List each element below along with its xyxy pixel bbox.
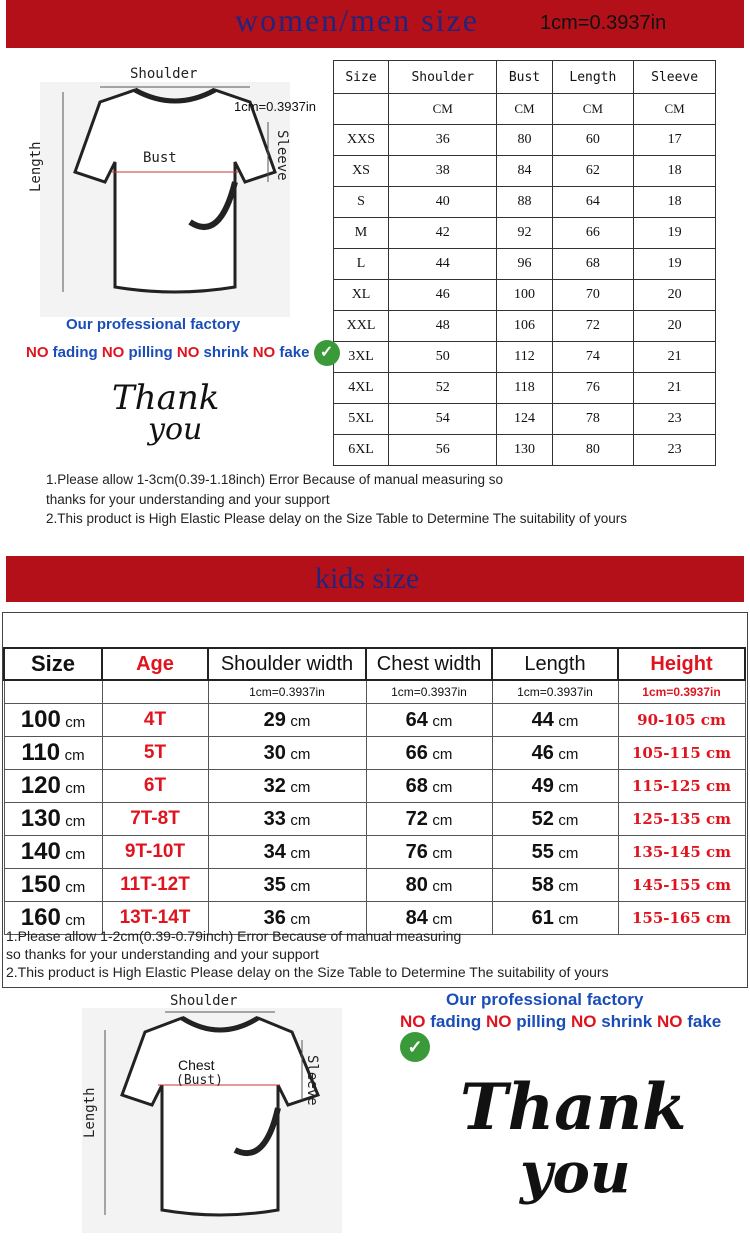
- kids-size-cell-value: 100: [20, 706, 61, 733]
- adult-factory-title: Our professional factory: [66, 316, 241, 333]
- adult-header-size: Size: [334, 61, 389, 94]
- adult-cell: 66: [552, 218, 634, 249]
- kids-chest-cell: [366, 803, 492, 836]
- kids-shoulder-cell-unit: cm: [290, 712, 311, 730]
- kids-height-cell: [618, 836, 745, 869]
- adult-cell: 64: [552, 187, 634, 218]
- kids-unit-shoulder: 1cm=0.3937in: [208, 680, 366, 704]
- kids-chest-cell-value: 84: [405, 906, 428, 929]
- table-row: [4, 803, 745, 836]
- kids-length-cell-unit: cm: [558, 877, 579, 895]
- kids-chest-label: Chest: [178, 1057, 215, 1073]
- kids-tshirt-icon: [70, 990, 360, 1240]
- kids-size-cell-value: 150: [20, 871, 61, 898]
- adult-cell: 96: [497, 249, 552, 280]
- adult-cell: 106: [497, 311, 552, 342]
- adult-cell: 20: [634, 311, 716, 342]
- adult-cell: 74: [552, 342, 634, 373]
- kids-chest-cell-unit: cm: [432, 811, 453, 829]
- table-row: [334, 218, 716, 249]
- adult-cell: 112: [497, 342, 552, 373]
- adult-cell: 4XL: [334, 373, 389, 404]
- kids-unit-chest: 1cm=0.3937in: [366, 680, 492, 704]
- kids-size-cell: [4, 770, 102, 803]
- kids-header-chest: Chest width: [366, 648, 492, 680]
- adult-cell: 19: [634, 249, 716, 280]
- kids-shoulder-label: Shoulder: [170, 993, 238, 1009]
- adult-cell: 17: [634, 125, 716, 156]
- adult-cell: 92: [497, 218, 552, 249]
- adult-cell: 80: [552, 435, 634, 466]
- kids-header-size: Size: [4, 648, 102, 680]
- table-row: [334, 249, 716, 280]
- kids-shoulder-cell: [208, 737, 366, 770]
- table-row: [4, 737, 745, 770]
- kids-height-cell: [618, 770, 745, 803]
- adult-cell: 23: [634, 435, 716, 466]
- kids-shirt-diagram: [70, 990, 360, 1240]
- kids-title: kids size: [315, 562, 420, 595]
- adult-cell: 52: [389, 373, 497, 404]
- kids-length-cell-value: 58: [531, 873, 554, 896]
- kids-shoulder-cell-value: 35: [263, 873, 286, 896]
- kids-shoulder-cell-value: 33: [263, 807, 286, 830]
- kids-height-cell-value: 145-155 cm: [631, 875, 732, 894]
- kids-age-cell: [102, 770, 208, 803]
- kids-height-cell: [618, 737, 745, 770]
- adult-note-1: 1.Please allow 1-3cm(0.39-1.18inch) Error Because of manual measuring so: [46, 472, 503, 487]
- kids-age-cell: [102, 737, 208, 770]
- adult-cell: 36: [389, 125, 497, 156]
- kids-chest-cell-unit: cm: [432, 877, 453, 895]
- adult-shoulder-label: Shoulder: [130, 66, 198, 82]
- adult-cell: 76: [552, 373, 634, 404]
- adult-cell: S: [334, 187, 389, 218]
- kids-length-cell-value: 46: [531, 741, 554, 764]
- adult-cell: 100: [497, 280, 552, 311]
- kids-header-shoulder: Shoulder width: [208, 648, 366, 680]
- kids-size-cell: [4, 737, 102, 770]
- table-row: [4, 770, 745, 803]
- kids-chest-cell-unit: cm: [432, 910, 453, 928]
- adult-cell: 80: [497, 125, 552, 156]
- kids-length-cell-unit: cm: [558, 778, 579, 796]
- top-unit-note: 1cm=0.3937in: [540, 12, 667, 34]
- kids-length-cell-value: 52: [531, 807, 554, 830]
- kids-height-cell: [618, 869, 745, 902]
- kids-shoulder-cell: [208, 770, 366, 803]
- kids-factory-title: Our professional factory: [446, 990, 644, 1009]
- kids-age-cell-value: 13T-14T: [119, 907, 191, 928]
- kids-shoulder-cell: [208, 836, 366, 869]
- adult-cell: 56: [389, 435, 497, 466]
- check-icon: ✓: [314, 340, 340, 366]
- adult-cell: 118: [497, 373, 552, 404]
- kids-size-cell: [4, 704, 102, 737]
- kids-check-icon: ✓: [400, 1032, 430, 1062]
- kids-shoulder-cell-unit: cm: [290, 778, 311, 796]
- adult-header-sleeve: Sleeve: [634, 61, 716, 94]
- kids-note-2: so thanks for your understanding and your support: [6, 946, 319, 962]
- kids-height-cell-value: 90-105 cm: [637, 710, 726, 729]
- table-row: [334, 342, 716, 373]
- adult-factory-claims: NO fading NO pilling NO shrink NO fake ✓: [26, 340, 340, 366]
- kids-shoulder-cell: [208, 803, 366, 836]
- kids-length-cell-unit: cm: [558, 844, 579, 862]
- kids-size-cell-unit: cm: [65, 846, 86, 863]
- kids-unit-age: [102, 680, 208, 704]
- kids-chest-cell-unit: cm: [432, 844, 453, 862]
- adult-cell: 18: [634, 156, 716, 187]
- adult-cell: 23: [634, 404, 716, 435]
- adult-cell: 130: [497, 435, 552, 466]
- adult-cell: 70: [552, 280, 634, 311]
- kids-bust-label: (Bust): [176, 1073, 223, 1088]
- adult-cell: 38: [389, 156, 497, 187]
- kids-header-age: Age: [102, 648, 208, 680]
- adult-cell: 18: [634, 187, 716, 218]
- kids-chest-cell: [366, 836, 492, 869]
- adult-cell: 68: [552, 249, 634, 280]
- kids-chest-cell-value: 64: [405, 708, 428, 731]
- adult-cell: 54: [389, 404, 497, 435]
- kids-shoulder-cell-unit: cm: [290, 844, 311, 862]
- kids-sleeve-label: Sleeve: [304, 1055, 320, 1106]
- adult-unit-length: CM: [552, 94, 634, 125]
- kids-unit-length: 1cm=0.3937in: [492, 680, 618, 704]
- kids-chest-cell-value: 68: [405, 774, 428, 797]
- table-row: [334, 311, 716, 342]
- adult-unit-sleeve: CM: [634, 94, 716, 125]
- adult-cell: 50: [389, 342, 497, 373]
- kids-length-cell: [492, 803, 618, 836]
- table-row: [334, 373, 716, 404]
- adult-cell: 40: [389, 187, 497, 218]
- adult-cell: M: [334, 218, 389, 249]
- kids-chest-cell-value: 72: [405, 807, 428, 830]
- table-row: [334, 280, 716, 311]
- adult-header-bust: Bust: [497, 61, 552, 94]
- adult-cell: 72: [552, 311, 634, 342]
- adult-bust-label: Bust: [143, 150, 177, 166]
- kids-chest-cell-value: 66: [405, 741, 428, 764]
- adult-note-3: 2.This product is High Elastic Please delay on the Size Table to Determine The suitability of yours: [46, 511, 628, 526]
- kids-chest-cell-value: 80: [405, 873, 428, 896]
- adult-cell: XS: [334, 156, 389, 187]
- adult-cell: 62: [552, 156, 634, 187]
- kids-length-label: Length: [82, 1087, 98, 1138]
- kids-height-cell-value: 105-115 cm: [631, 743, 732, 762]
- adult-cell: 60: [552, 125, 634, 156]
- kids-shoulder-cell-value: 29: [263, 708, 286, 731]
- adult-cell: 124: [497, 404, 552, 435]
- kids-chest-cell: [366, 737, 492, 770]
- kids-shoulder-cell-value: 36: [263, 906, 286, 929]
- adult-header-shoulder: Shoulder: [389, 61, 497, 94]
- kids-length-cell: [492, 770, 618, 803]
- table-row: [334, 125, 716, 156]
- kids-length-cell-unit: cm: [558, 910, 579, 928]
- kids-size-cell-unit: cm: [65, 813, 86, 830]
- kids-thank-line2: you: [520, 1140, 631, 1206]
- adult-cell: 42: [389, 218, 497, 249]
- kids-unit-size: [4, 680, 102, 704]
- adult-cell: 88: [497, 187, 552, 218]
- kids-age-cell: [102, 704, 208, 737]
- adult-cell: 84: [497, 156, 552, 187]
- kids-age-cell-value: 5T: [143, 742, 167, 763]
- adult-unit-bust: CM: [497, 94, 552, 125]
- kids-shoulder-cell-unit: cm: [290, 745, 311, 763]
- kids-length-cell-value: 55: [531, 840, 554, 863]
- kids-factory-claims: NO fading NO pilling NO shrink NO fake ✓: [400, 1012, 750, 1062]
- kids-height-cell-value: 115-125 cm: [631, 776, 732, 795]
- kids-shoulder-cell-value: 30: [263, 741, 286, 764]
- kids-chest-cell-unit: cm: [432, 745, 453, 763]
- kids-age-cell-value: 4T: [143, 709, 167, 730]
- kids-thank-line1: Thank: [460, 1070, 687, 1145]
- adult-cell: 44: [389, 249, 497, 280]
- adult-note-2: thanks for your understanding and your support: [46, 492, 330, 507]
- kids-height-cell: [618, 704, 745, 737]
- kids-age-cell-value: 11T-12T: [120, 874, 190, 895]
- kids-size-table: [3, 647, 746, 935]
- kids-length-cell: [492, 737, 618, 770]
- kids-age-cell-value: 7T-8T: [130, 808, 180, 829]
- kids-height-cell-value: 155-165 cm: [631, 908, 732, 927]
- kids-height-cell-value: 135-145 cm: [631, 842, 732, 861]
- kids-size-cell-value: 160: [20, 904, 61, 931]
- adult-header-length: Length: [552, 61, 634, 94]
- table-row: [334, 435, 716, 466]
- kids-length-cell-unit: cm: [558, 745, 579, 763]
- adult-cell: L: [334, 249, 389, 280]
- table-row: [334, 404, 716, 435]
- kids-size-cell-value: 140: [20, 838, 61, 865]
- kids-age-cell-value: 9T-10T: [124, 841, 186, 862]
- adult-cell: 5XL: [334, 404, 389, 435]
- kids-chest-cell: [366, 704, 492, 737]
- kids-length-cell: [492, 902, 618, 935]
- adult-unit-note: 1cm=0.3937in: [234, 99, 317, 114]
- kids-size-cell-unit: cm: [64, 747, 85, 764]
- kids-size-cell-unit: cm: [65, 912, 86, 929]
- kids-length-cell: [492, 836, 618, 869]
- kids-length-cell-value: 61: [531, 906, 554, 929]
- table-row: [334, 156, 716, 187]
- kids-size-cell: [4, 836, 102, 869]
- adult-cell: 21: [634, 373, 716, 404]
- adult-sleeve-label: Sleeve: [274, 130, 290, 181]
- kids-header-length: Length: [492, 648, 618, 680]
- kids-age-cell: [102, 836, 208, 869]
- kids-height-cell-value: 125-135 cm: [631, 809, 732, 828]
- kids-chest-cell: [366, 869, 492, 902]
- kids-unit-height: 1cm=0.3937in: [618, 680, 745, 704]
- kids-note-1: 1.Please allow 1-2cm(0.39-0.79inch) Error Because of manual measuring: [6, 928, 462, 944]
- kids-length-cell-unit: cm: [558, 811, 579, 829]
- adult-cell: 78: [552, 404, 634, 435]
- adult-cell: 3XL: [334, 342, 389, 373]
- kids-size-cell-value: 130: [20, 805, 61, 832]
- kids-shoulder-cell: [208, 869, 366, 902]
- table-row: [334, 187, 716, 218]
- kids-shoulder-cell-value: 34: [263, 840, 286, 863]
- adult-cell: 20: [634, 280, 716, 311]
- adult-unit-size: [334, 94, 389, 125]
- kids-size-cell-value: 110: [21, 739, 61, 766]
- kids-length-cell-value: 44: [531, 708, 554, 731]
- kids-age-cell-value: 6T: [143, 775, 167, 796]
- kids-chest-cell-value: 76: [405, 840, 428, 863]
- kids-height-cell: [618, 902, 745, 935]
- table-row: [4, 704, 745, 737]
- kids-shoulder-cell-value: 32: [263, 774, 286, 797]
- kids-chest-cell-unit: cm: [432, 778, 453, 796]
- adult-cell: XXS: [334, 125, 389, 156]
- kids-size-cell-value: 120: [20, 772, 61, 799]
- kids-size-cell: [4, 803, 102, 836]
- adult-size-table: [333, 60, 716, 466]
- kids-shoulder-cell-unit: cm: [290, 910, 311, 928]
- kids-size-cell: [4, 869, 102, 902]
- table-row: [4, 869, 745, 902]
- adult-thank-line1: Thank: [112, 378, 220, 418]
- kids-size-cell-unit: cm: [65, 780, 86, 797]
- adult-cell: XXL: [334, 311, 389, 342]
- kids-length-cell-unit: cm: [558, 712, 579, 730]
- kids-length-cell: [492, 869, 618, 902]
- kids-note-3: 2.This product is High Elastic Please delay on the Size Table to Determine The suitability of yours: [6, 964, 609, 980]
- adult-cell: 19: [634, 218, 716, 249]
- kids-age-cell: [102, 803, 208, 836]
- kids-height-cell: [618, 803, 745, 836]
- kids-size-cell-unit: cm: [65, 879, 86, 896]
- kids-size-cell-unit: cm: [65, 714, 86, 731]
- kids-length-cell: [492, 704, 618, 737]
- kids-shoulder-cell: [208, 704, 366, 737]
- kids-length-cell-value: 49: [531, 774, 554, 797]
- adult-length-label: Length: [28, 141, 44, 192]
- adult-cell: 6XL: [334, 435, 389, 466]
- kids-chest-cell: [366, 770, 492, 803]
- adult-thank-line2: you: [148, 412, 203, 447]
- kids-chest-cell-unit: cm: [432, 712, 453, 730]
- table-row: [4, 836, 745, 869]
- adult-cell: 46: [389, 280, 497, 311]
- adult-cell: 21: [634, 342, 716, 373]
- kids-header-height: Height: [618, 648, 745, 680]
- kids-shoulder-cell-unit: cm: [290, 877, 311, 895]
- kids-shoulder-cell-unit: cm: [290, 811, 311, 829]
- kids-age-cell: [102, 869, 208, 902]
- adult-cell: 48: [389, 311, 497, 342]
- adult-cell: XL: [334, 280, 389, 311]
- adult-unit-shoulder: CM: [389, 94, 497, 125]
- page-title: women/men size: [235, 2, 479, 38]
